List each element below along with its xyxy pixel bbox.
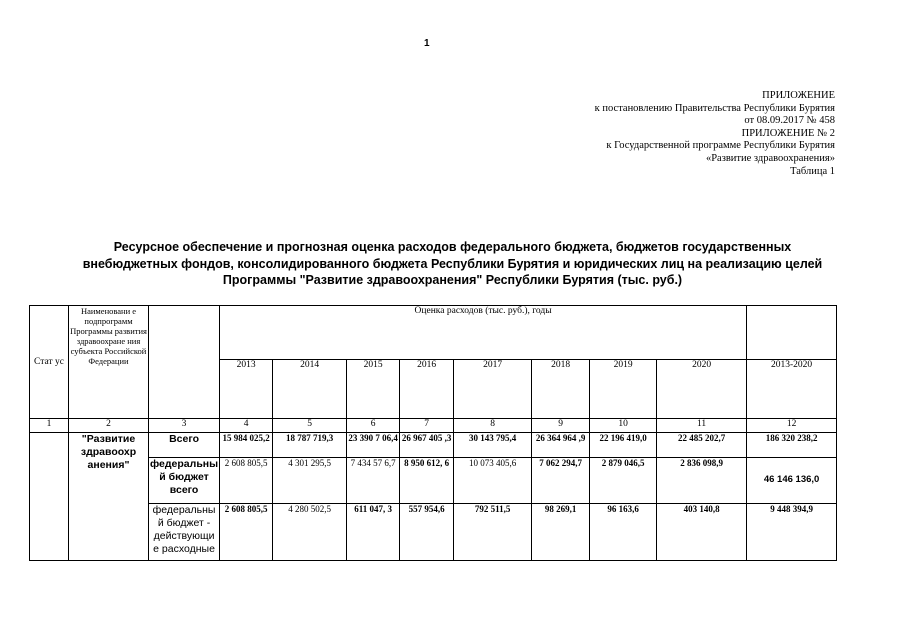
budget-table <box>29 305 837 561</box>
table-cell: 2 836 098,9 <box>657 458 747 504</box>
title-line: Программы "Развитие здравоохранения" Республики Бурятия (тыс. руб.) <box>222 273 683 287</box>
col-number: 11 <box>657 419 747 433</box>
row-label: Всего <box>149 433 220 458</box>
header-status: Стат ус <box>30 306 69 419</box>
appendix-line: ПРИЛОЖЕНИЕ № 2 <box>741 127 835 139</box>
table-cell: 46 146 136,0 <box>747 458 837 504</box>
header-subprogram-name: Наименовани е подпрограмм Программы развития здравоохране ния субъекта Российской Федерации <box>69 306 149 419</box>
table-cell: 22 485 202,7 <box>657 433 747 458</box>
header-year: 2014 <box>273 360 347 419</box>
appendix-line: «Развитие здравоохранения» <box>705 152 835 164</box>
status-cell <box>30 433 69 561</box>
header-empty <box>149 306 220 419</box>
title-line: внебюджетных фондов, консолидированного бюджета Республики Бурятия и юридических лиц на реализацию целей <box>82 256 823 271</box>
col-number: 8 <box>454 419 532 433</box>
table-cell: 2 879 046,5 <box>590 458 657 504</box>
table-cell: 792 511,5 <box>454 504 532 561</box>
header-year: 2016 <box>400 360 454 419</box>
table-cell: 15 984 025,2 <box>220 433 273 458</box>
header-year: 2017 <box>454 360 532 419</box>
table-cell: 26 364 964 ,9 <box>532 433 590 458</box>
table-cell: 4 301 295,5 <box>273 458 347 504</box>
document-title <box>20 239 885 289</box>
appendix-line: ПРИЛОЖЕНИЕ <box>762 90 835 101</box>
header-year: 2013 <box>220 360 273 419</box>
page-number: 1 <box>424 38 430 49</box>
col-number: 6 <box>347 419 400 433</box>
col-number: 2 <box>69 419 149 433</box>
table-cell: 96 163,6 <box>590 504 657 561</box>
appendix-line: к Государственной программе Республики Бурятия <box>606 140 835 152</box>
col-number: 12 <box>747 419 837 433</box>
appendix-line: к постановлению Правительства Республики Бурятия <box>594 102 835 114</box>
col-number: 10 <box>590 419 657 433</box>
table-cell: 557 954,6 <box>400 504 454 561</box>
table-cell: 22 196 419,0 <box>590 433 657 458</box>
table-cell: 611 047, 3 <box>347 504 400 561</box>
col-number: 1 <box>30 419 69 433</box>
header-estimate: Оценка расходов (тыс. руб.), годы <box>220 306 747 360</box>
header-year: 2018 <box>532 360 590 419</box>
table-cell: 8 950 612, 6 <box>400 458 454 504</box>
row-label: федеральны й бюджет - действующи е расходные <box>149 504 220 561</box>
table-cell: 7 434 57 6,7 <box>347 458 400 504</box>
title-line: Ресурсное обеспечение и прогнозная оценка расходов федерального бюджета, бюджетов государственных <box>113 240 792 254</box>
table-cell: 26 967 405 ,3 <box>400 433 454 458</box>
table-cell: 9 448 394,9 <box>747 504 837 561</box>
col-number: 4 <box>220 419 273 433</box>
col-number: 5 <box>273 419 347 433</box>
header-empty-right <box>747 306 837 360</box>
appendix-line: от 08.09.2017 № 458 <box>744 115 835 127</box>
appendix-line: Таблица 1 <box>790 165 835 177</box>
table-cell: 2 608 805,5 <box>220 458 273 504</box>
table-cell: 23 390 7 06,4 <box>347 433 400 458</box>
table-cell: 7 062 294,7 <box>532 458 590 504</box>
table-cell: 4 280 502,5 <box>273 504 347 561</box>
table-cell: 98 269,1 <box>532 504 590 561</box>
table-cell: 30 143 795,4 <box>454 433 532 458</box>
header-year: 2015 <box>347 360 400 419</box>
col-number: 9 <box>532 419 590 433</box>
table-cell: 18 787 719,3 <box>273 433 347 458</box>
row-label: федеральны й бюджет всего <box>149 458 220 504</box>
program-name: "Развитие здравоохр анения" <box>69 433 149 561</box>
header-year: 2020 <box>657 360 747 419</box>
table-cell: 10 073 405,6 <box>454 458 532 504</box>
table-cell: 2 608 805,5 <box>220 504 273 561</box>
appendix-block <box>415 90 835 178</box>
table-cell: 403 140,8 <box>657 504 747 561</box>
header-year: 2019 <box>590 360 657 419</box>
header-year: 2013-2020 <box>747 360 837 419</box>
table-cell: 186 320 238,2 <box>747 433 837 458</box>
col-number: 7 <box>400 419 454 433</box>
col-number: 3 <box>149 419 220 433</box>
